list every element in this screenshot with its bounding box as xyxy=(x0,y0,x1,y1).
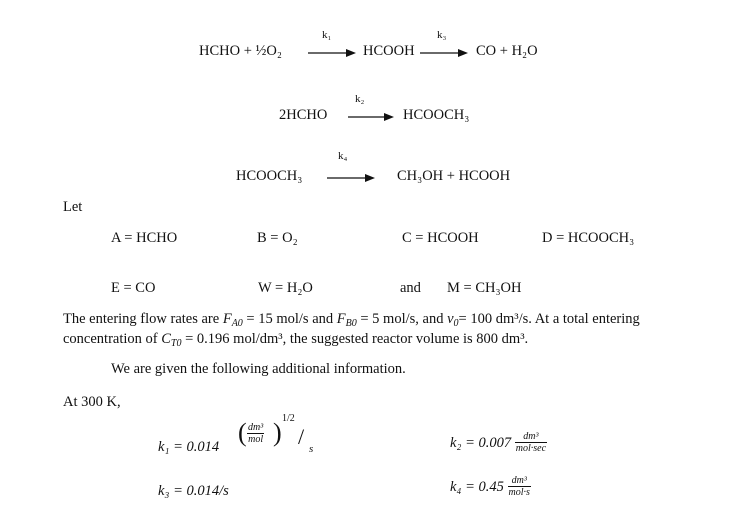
reaction1-arrow-2 xyxy=(420,47,468,59)
given-info-text: We are given the following additional information. xyxy=(111,361,406,377)
k4-fraction xyxy=(508,476,531,498)
reaction3-arrow xyxy=(327,172,375,184)
definition-m: M = CH₃OH xyxy=(447,280,522,296)
rate-constant-k3-label: k₃ xyxy=(437,29,447,41)
flow-rates-paragraph xyxy=(63,310,713,350)
fb0-symbol: F xyxy=(336,311,346,327)
reaction1-product: CO + H₂O xyxy=(476,43,538,59)
k1-exponent: 1/2 xyxy=(282,413,295,424)
definition-a: A = HCHO xyxy=(111,230,178,246)
reaction2-product: HCOOCH₃ xyxy=(403,107,470,123)
paragraph-text-2: = 15 mol/s and xyxy=(242,311,337,327)
reaction2-reactant: 2HCHO xyxy=(279,107,328,123)
k4-equation xyxy=(450,476,531,498)
k3-equation: k₃ = 0.014/s xyxy=(158,483,229,499)
paragraph-text-3: = 5 mol/s, and xyxy=(356,311,448,327)
reaction3-product: CH₃OH + HCOOH xyxy=(397,168,511,184)
k4-fraction-denominator: mol·s xyxy=(508,487,530,498)
v0-symbol: v xyxy=(447,311,454,327)
k2-lhs: k₂ = 0.007 xyxy=(450,434,512,451)
definition-d: D = HCOOCH₃ xyxy=(542,230,635,246)
fa0-subscript: A0 xyxy=(231,318,243,329)
reaction1-arrow-1 xyxy=(308,47,356,59)
k1-fraction-numerator: dm³ xyxy=(248,422,264,433)
paragraph-text-1: The entering flow rates are xyxy=(63,311,223,327)
k2-equation xyxy=(450,432,547,454)
definition-and: and xyxy=(400,280,421,296)
let-label: Let xyxy=(63,199,83,215)
definition-b: B = O₂ xyxy=(257,230,298,246)
rate-constant-k2-label: k₂ xyxy=(355,93,365,105)
paragraph-text-4: = 100 dm³/s. At a total entering concentration of xyxy=(63,311,640,347)
ct0-subscript: T0 xyxy=(170,338,182,349)
fa0-symbol: F xyxy=(222,311,232,327)
k1-left-paren: ( xyxy=(238,418,247,447)
k4-fraction-numerator: dm³ xyxy=(508,476,531,487)
k4-lhs: k₄ = 0.45 xyxy=(450,478,504,495)
k1-divide-slash: / xyxy=(298,424,305,449)
v0-subscript: 0 xyxy=(453,318,459,329)
fb0-subscript: B0 xyxy=(345,318,357,329)
k1-fraction-denominator: mol xyxy=(248,434,264,445)
k1-lhs: k₁ = 0.014 xyxy=(158,439,220,455)
k2-fraction xyxy=(515,432,547,454)
k2-fraction-denominator: mol·sec xyxy=(515,443,547,454)
definition-w: W = H₂O xyxy=(258,280,313,296)
paragraph-text-5: = 0.196 mol/dm³, the suggested reactor volume is 800 dm³. xyxy=(181,331,529,347)
reaction3-reactant: HCOOCH₃ xyxy=(236,168,303,184)
rate-constant-k4-label: k₄ xyxy=(338,150,348,162)
rate-constant-k1-label: k₁ xyxy=(322,29,332,41)
definition-e: E = CO xyxy=(111,280,156,296)
reaction1-reactant: HCHO + ½O₂ xyxy=(199,43,282,59)
reaction2-arrow xyxy=(348,111,394,123)
definition-c: C = HCOOH xyxy=(402,230,479,246)
k1-right-paren: ) xyxy=(273,418,282,447)
temperature-label: At 300 K, xyxy=(63,394,121,410)
k1-fraction xyxy=(247,423,264,445)
ct0-symbol: C xyxy=(161,331,171,347)
k1-per-unit: s xyxy=(309,443,314,455)
k2-fraction-numerator: dm³ xyxy=(515,432,547,443)
reaction1-intermediate: HCOOH xyxy=(363,43,415,59)
